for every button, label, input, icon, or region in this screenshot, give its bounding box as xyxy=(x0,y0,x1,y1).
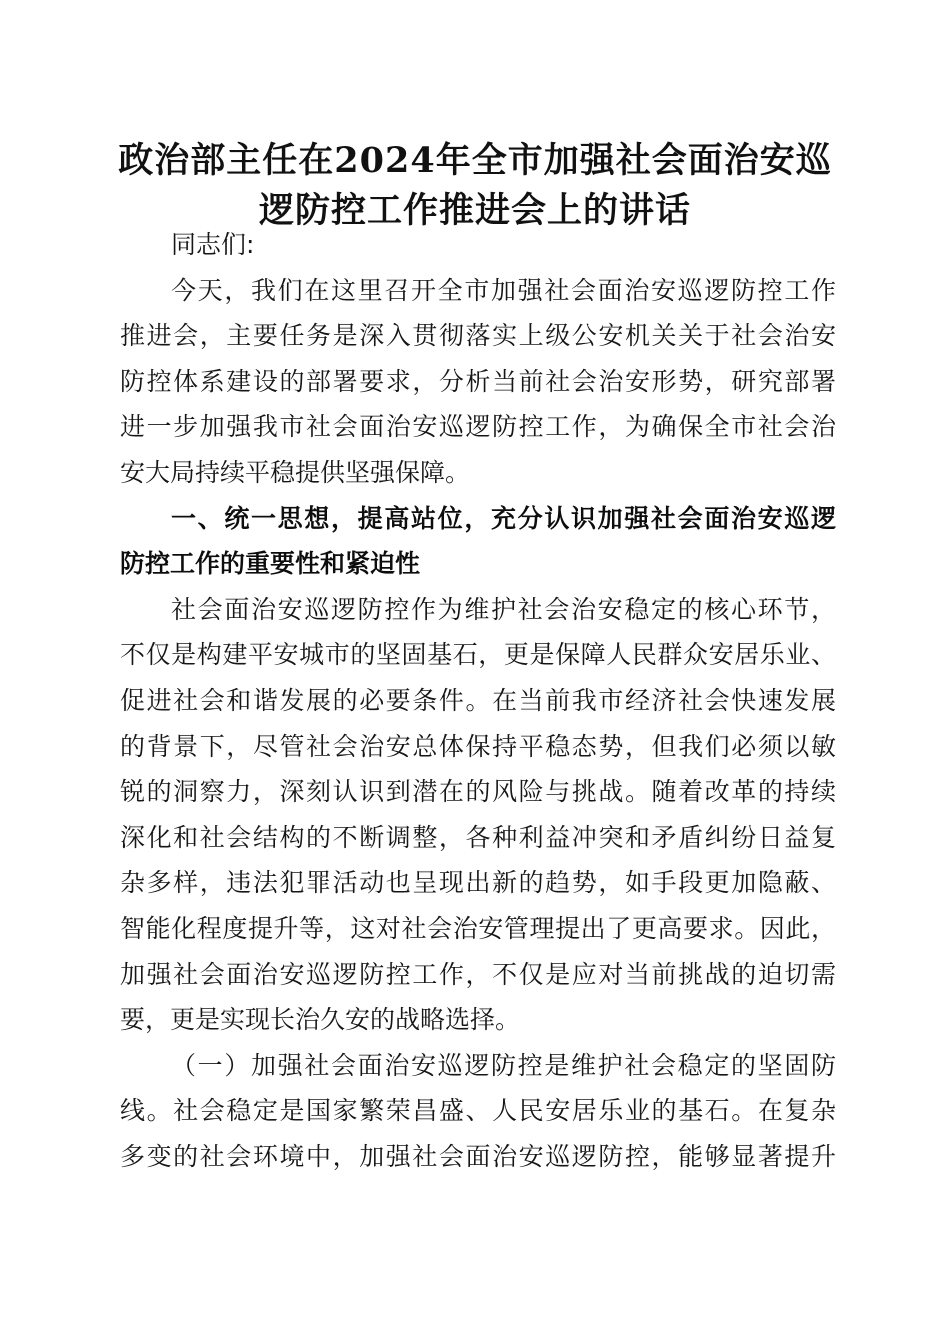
section-paragraph-line: 促进社会和谐发展的必要条件。在当前我市经济社会快速发展 xyxy=(120,685,836,715)
section-paragraph-line: 社会面治安巡逻防控作为维护社会治安稳定的核心环节， xyxy=(171,594,836,624)
section-paragraph-line: 不仅是构建平安城市的坚固基石，更是保障人民群众安居乐业、 xyxy=(120,640,836,670)
section-paragraph-line: 加强社会面治安巡逻防控工作，不仅是应对当前挑战的迫切需 xyxy=(120,959,836,989)
section-heading-line: 防控工作的重要性和紧迫性 xyxy=(120,549,421,579)
section-paragraph-line: 智能化程度提升等，这对社会治安管理提出了更高要求。因此， xyxy=(120,913,836,943)
title-line: 政治部主任在2024年全市加强社会面治安巡 xyxy=(118,140,832,181)
intro-line: 进一步加强我市社会面治安巡逻防控工作，为确保全市社会治 xyxy=(120,412,836,442)
title-line: 逻防控工作推进会上的讲话 xyxy=(258,190,691,231)
intro-line: 推进会，主要任务是深入贯彻落实上级公安机关关于社会治安 xyxy=(120,321,836,351)
document-title xyxy=(100,136,850,236)
intro-line: 防控体系建设的部署要求，分析当前社会治安形势，研究部署 xyxy=(120,366,836,396)
section-paragraph-line: 深化和社会结构的不断调整，各种利益冲突和矛盾纠纷日益复 xyxy=(120,822,836,852)
section-heading-line: 一、统一思想，提高站位，充分认识加强社会面治安巡逻 xyxy=(171,503,836,533)
section-paragraph-line: 锐的洞察力，深刻认识到潜在的风险与挑战。随着改革的持续 xyxy=(120,777,836,807)
intro-line: 安大局持续平稳提供坚强保障。 xyxy=(120,457,471,487)
section-paragraph-line: 要，更是实现长治久安的战略选择。 xyxy=(120,1005,521,1035)
salutation: 同志们: xyxy=(171,230,255,259)
section-paragraph-line: 的背景下，尽管社会治安总体保持平稳态势，但我们必须以敏 xyxy=(120,731,836,761)
intro-line: 今天，我们在这里召开全市加强社会面治安巡逻防控工作 xyxy=(171,275,836,305)
section-paragraph-line: 杂多样，违法犯罪活动也呈现出新的趋势，如手段更加隐蔽、 xyxy=(120,868,836,898)
subsection-line: 线。社会稳定是国家繁荣昌盛、人民安居乐业的基石。在复杂 xyxy=(120,1096,836,1126)
subsection-line: （一）加强社会面治安巡逻防控是维护社会稳定的坚固防 xyxy=(171,1050,836,1080)
document-body xyxy=(120,222,836,1179)
subsection-line: 多变的社会环境中，加强社会面治安巡逻防控，能够显著提升 xyxy=(120,1141,836,1171)
